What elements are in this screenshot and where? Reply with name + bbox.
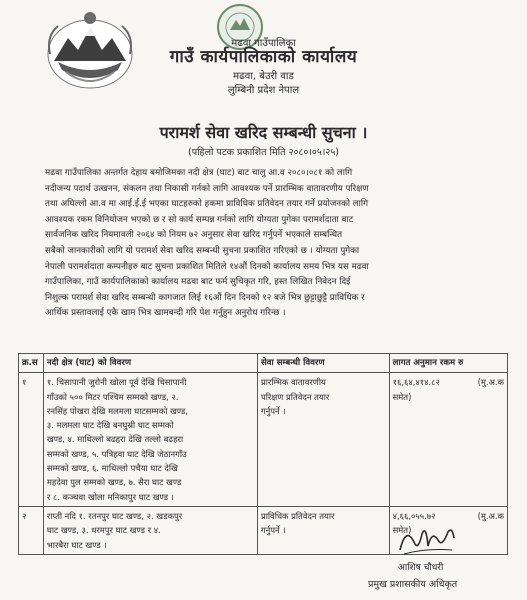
body-line: निशुल्क परामर्श सेवा खरिद सम्बन्धी कागजात लिई १६औं दिन दिनको १२ बजे भित्र छुट्टाछुट्टै प्राविधिक र [45,292,365,303]
signer-name: आशिष चौधरी [398,563,444,573]
service-line: गर्नुपर्ने । [260,405,286,416]
desc-line: महदेवा पुल सम्मको खण्ड, ७. सैरा घाट खण्ड [46,477,182,488]
amount-note-2: समेत) [392,525,412,536]
signer-title: प्रमुख प्रशासकीय अधिकृत [368,579,458,590]
body-line: मढवा गाउँपालिका अन्तर्गत देहाय बमोजिमका नदी क्षेत्र (घाट) बाट चालु आ.व २०८०।०८१ को लागि [45,168,353,178]
service-line: प्राविधिक प्रतिवेदन तयार [260,510,335,521]
amount-value: १६,६४,४१४.८२ [392,377,440,388]
table-row [19,373,508,507]
row-description [43,506,257,554]
municipality-name-small: मढवा गाउँपालिका [231,38,296,49]
header-service: सेवा सम्बन्धी विवरण [257,354,389,373]
signature-scribble-icon [396,520,458,560]
body-line: आर्थिक प्रस्तावलाई एकै खाम भित्र खामबन्दी गरि पेश गर्नुहुन अनुरोध गरिन्छ । [45,308,286,319]
service-line: परिक्षण प्रतिवेदन तयार [260,391,330,402]
row-amount [389,373,507,507]
amount-note: (मु.अ.क [477,377,504,388]
desc-line: रनसिंह पोखरा देखि मलमला घाटसम्मको खण्ड, [46,405,189,416]
desc-line: ३. मलमला घाट देखि बनघुस्री घाट सम्मको [46,420,174,431]
desc-line: र ८. कञ्चवा खोला मनिकापुर घाट खण्ड । [46,491,174,502]
row-description [43,373,257,507]
desc-line: भारबैरा घाट खण्ड । [46,539,107,550]
body-line: नेपाली परामर्शदाता कम्पनीहरु बाट सुचना प्रकाशित मितिले १४औं दिनको कार्यालय समय भित्र यस मढवा [45,261,369,272]
desc-line: घाट खण्ड, ३. धरमपुर घाट खण्ड र ४. [46,525,161,536]
row-service [257,506,389,554]
office-address: मढवा, बेउरी वाड [233,71,294,82]
service-line: गर्नुपर्ने । [260,525,286,536]
desc-line: सम्मको खण्ड, ६. माथिल्लो पचैया घाट देखि [46,463,178,474]
service-line: प्रारम्भिक वातावरणीय [260,377,326,388]
row-sn: २ [19,506,44,554]
row-sn: १ [19,373,44,507]
body-line: गाउँपालिका, गाउँ कार्यपालिकाको कार्यालय मढवा बाट फर्म सुचिकृत गरि, हस्त लिखित निवेदन दिई [45,277,351,288]
body-line: आवश्यक रकम विनियोजन भएको छ र सो कार्य सम्पन्न गर्नको लागि योग्यता पुगेका परामर्शदाता बाट [45,214,354,225]
amount-note: (मु.अ.क [477,510,504,521]
body-line: तथा अघिल्लो आ.व मा आई.ई.ई भएका घाटहरुको हकमा प्राविधिक प्रतिवेदन तयार गर्ने प्रयोजनको लागि [45,199,369,210]
body-line: सार्वजनिक खरिद नियमावली २०६४ को नियम ७२ अनुसार सेवा खरिद गर्नुपर्ने भएकाले सम्बन्धित [45,230,343,241]
desc-line: गाँउको ५०० मिटर पश्चिम सम्मको खण्ड, २. [46,391,179,402]
header-sn: क्र.स [19,354,44,373]
desc-line: सम्मको खण्ड, ५. पत्रिहवा घाट देखि जेठानगाँउ [46,448,187,459]
body-line: नदीजन्य पदार्थ उत्खनन, संकलन तथा निकासी गर्नको लागि आवश्यक पर्ने प्रारम्भिक वातावरणीय परिक्षण [45,183,369,194]
amount-value: ४,६६,०५५.७२ [392,510,436,521]
amount-line [393,375,504,389]
desc-line: राप्ती नदि १. रतनपुर घाट खण्ड, २. खडकपुर [46,510,183,521]
desc-line: खण्ड, ४. माथिल्लो बढहरा देखि तल्लो बढहरा [46,434,184,445]
notice-title: परामर्श सेवा खरिद सम्बन्धी सुचना । [159,123,368,142]
body-line: सबैको जानकारीको लागि यो परामर्श सेवा खरिद सम्बन्धी सुचना प्रकाशित गरिएको छ । योग्यता पुगेका [45,245,360,256]
office-name: गाउँ कार्यपालिकाको कार्यालय [169,47,358,67]
row-service [257,373,389,507]
province-name: लुम्बिनी प्रदेश नेपाल [227,85,300,96]
desc-line: १. चिसापानी जुरोनी खोला पूर्व देखि चिसापानी [46,377,187,388]
table-header-row [19,354,508,373]
header-amount: लागत अनुमान रकम रु [389,354,507,373]
header-description: नदी क्षेत्र (घाट) को विवरण [43,354,257,373]
amount-note-2: समेत) [392,391,412,402]
notice-subtitle: (पहिलो पटक प्रकाशित मिति २०८०।०५।२५) [187,147,339,158]
notice-body [45,166,485,322]
